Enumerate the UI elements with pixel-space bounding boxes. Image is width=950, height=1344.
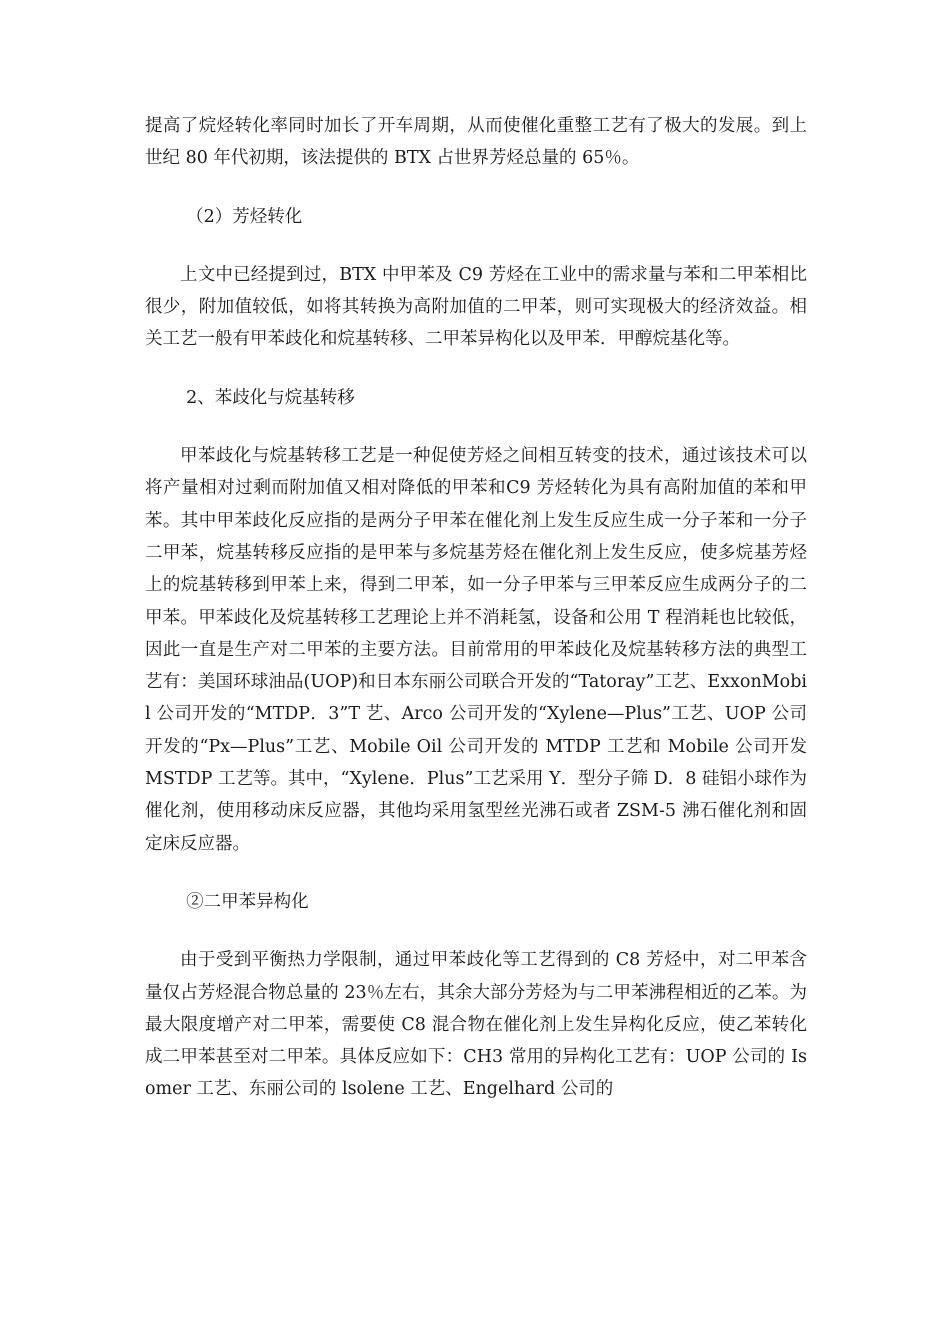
paragraph-gap [145,860,807,886]
paragraph-gap [145,233,807,259]
paragraph-gap [145,918,807,944]
section-heading-disproportionation: 2、苯歧化与烷基转移 [186,387,355,408]
section-heading-aromatics-conversion: （2）芳烃转化 [186,206,303,227]
paragraph-disproportionation: 甲苯歧化与烷基转移工艺是一种促使芳烃之间相互转变的技术，通过该技术可以将产量相对过剩而附加值又相对降低的甲苯和C9 芳烃转化为具有高附加值的苯和甲苯。其中甲苯歧化反应指的是两分子甲苯在催化剂上发生反应生成一分子苯和一分子二甲苯，烷基转移反应指的是甲苯与多烷基芳烃在催化剂上发生反应，使多烷基芳烃上的烷基转移到甲苯上来，得到二甲苯，如一分子甲苯与三甲苯反应生成两分子的二甲苯。甲苯歧化及烷基转移工艺理论上并不消耗氢，设备和公用 T 程消耗也比较低，因此一直是生产对二甲苯的主要方法。目前常用的甲苯歧化及烷基转移方法的典型工艺有：美国环球油品(UOP)和日本东丽公司联合开发的“Tatoray”工艺、ExxonMobil 公司开发的“MTDP．3”T 艺、Arco 公司开发的“Xylene—Plus”工艺、UOP 公司开发的“Px—Plus”工艺、Mobile Oil 公司开发的 MTDP 工艺和 Mobile 公司开发 MSTDP 工艺等。其中，“Xylene．Plus”工艺采用 Y．型分子筛 D．8 硅铝小球作为催化剂，使用移动床反应器，其他均采用氢型丝光沸石或者 ZSM-5 沸石催化剂和固定床反应器。 [145,446,807,854]
paragraph-aromatics-conversion: 上文中已经提到过，BTX 中甲苯及 C9 芳烃在工业中的需求量与苯和二甲苯相比很少，附加值较低，如将其转换为高附加值的二甲苯，则可实现极大的经济效益。相关工艺一般有甲苯歧化和烷基转移、二甲苯异构化以及甲苯．甲醇烷基化等。 [145,264,807,350]
paragraph-gap [145,356,807,382]
paragraph-continuation: 提高了烷烃转化率同时加长了开车周期，从而使催化重整工艺有了极大的发展。到上世纪 80 年代初期，该法提供的 BTX 占世界芳烃总量的 65％。 [145,116,807,169]
section-heading-xylene-isomerization: ②二甲苯异构化 [186,891,309,912]
paragraph-xylene-isomerization: 由于受到平衡热力学限制，通过甲苯歧化等工艺得到的 C8 芳烃中，对二甲苯含量仅占芳烃混合物总量的 23％左右，其余大部分芳烃为与二甲苯沸程相近的乙苯。为最大限度增产对二甲苯，需要使 C8 混合物在催化剂上发生异构化反应，使乙苯转化成二甲苯甚至对二甲苯。具体反应如下：CH3 常用的异构化工艺有：UOP 公司的 Isomer 工艺、东丽公司的 lsolene 工艺、Engelhard 公司的 [145,950,807,1100]
paragraph-gap [145,414,807,440]
paragraph-gap [145,175,807,201]
document-body [145,110,807,1106]
